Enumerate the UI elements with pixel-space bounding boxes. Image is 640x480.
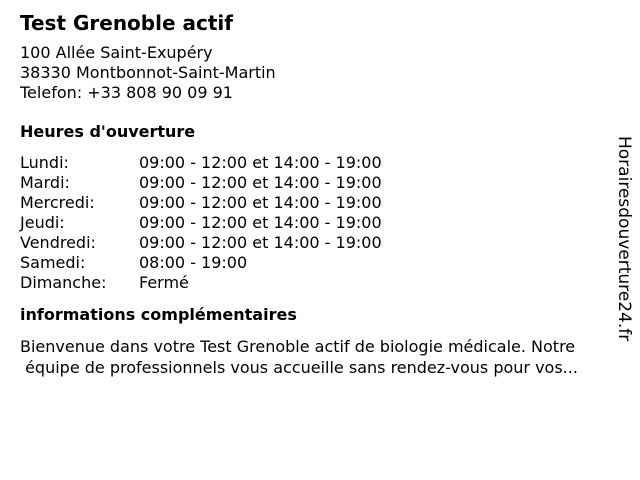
day-label: Mardi: <box>20 173 70 192</box>
day-label: Jeudi: <box>20 213 65 232</box>
time-value: 09:00 - 12:00 et 14:00 - 19:00 <box>139 153 382 172</box>
phone-number: Telefon: +33 808 90 09 91 <box>20 83 233 102</box>
day-label: Mercredi: <box>20 193 95 212</box>
hours-row-thursday <box>20 213 620 233</box>
info-heading: informations complémentaires <box>20 305 297 324</box>
info-line-1: Bienvenue dans votre Test Grenoble actif de biologie médicale. Notre <box>20 337 576 356</box>
hours-table <box>20 153 620 293</box>
info-text <box>20 336 620 378</box>
hours-row-sunday <box>20 273 620 293</box>
day-label: Dimanche: <box>20 273 107 292</box>
watermark-link[interactable]: Horairesdouverture24.fr <box>614 136 634 342</box>
info-line-2: équipe de professionnels vous accueille sans rendez-vous pour vos... <box>20 358 578 377</box>
day-label: Samedi: <box>20 253 86 272</box>
hours-row-monday <box>20 153 620 173</box>
business-name: Test Grenoble actif <box>20 11 233 35</box>
address-street: 100 Allée Saint-Exupéry <box>20 43 213 62</box>
address-block <box>20 43 620 103</box>
time-value: Fermé <box>139 273 189 292</box>
hours-row-tuesday <box>20 173 620 193</box>
hours-row-saturday <box>20 253 620 273</box>
time-value: 09:00 - 12:00 et 14:00 - 19:00 <box>139 213 382 232</box>
time-value: 09:00 - 12:00 et 14:00 - 19:00 <box>139 173 382 192</box>
hours-heading: Heures d'ouverture <box>20 122 196 141</box>
business-card <box>20 10 620 378</box>
time-value: 08:00 - 19:00 <box>139 253 248 272</box>
hours-row-friday <box>20 233 620 253</box>
hours-row-wednesday <box>20 193 620 213</box>
day-label: Lundi: <box>20 153 69 172</box>
address-city: 38330 Montbonnot-Saint-Martin <box>20 63 276 82</box>
time-value: 09:00 - 12:00 et 14:00 - 19:00 <box>139 193 382 212</box>
day-label: Vendredi: <box>20 233 96 252</box>
time-value: 09:00 - 12:00 et 14:00 - 19:00 <box>139 233 382 252</box>
